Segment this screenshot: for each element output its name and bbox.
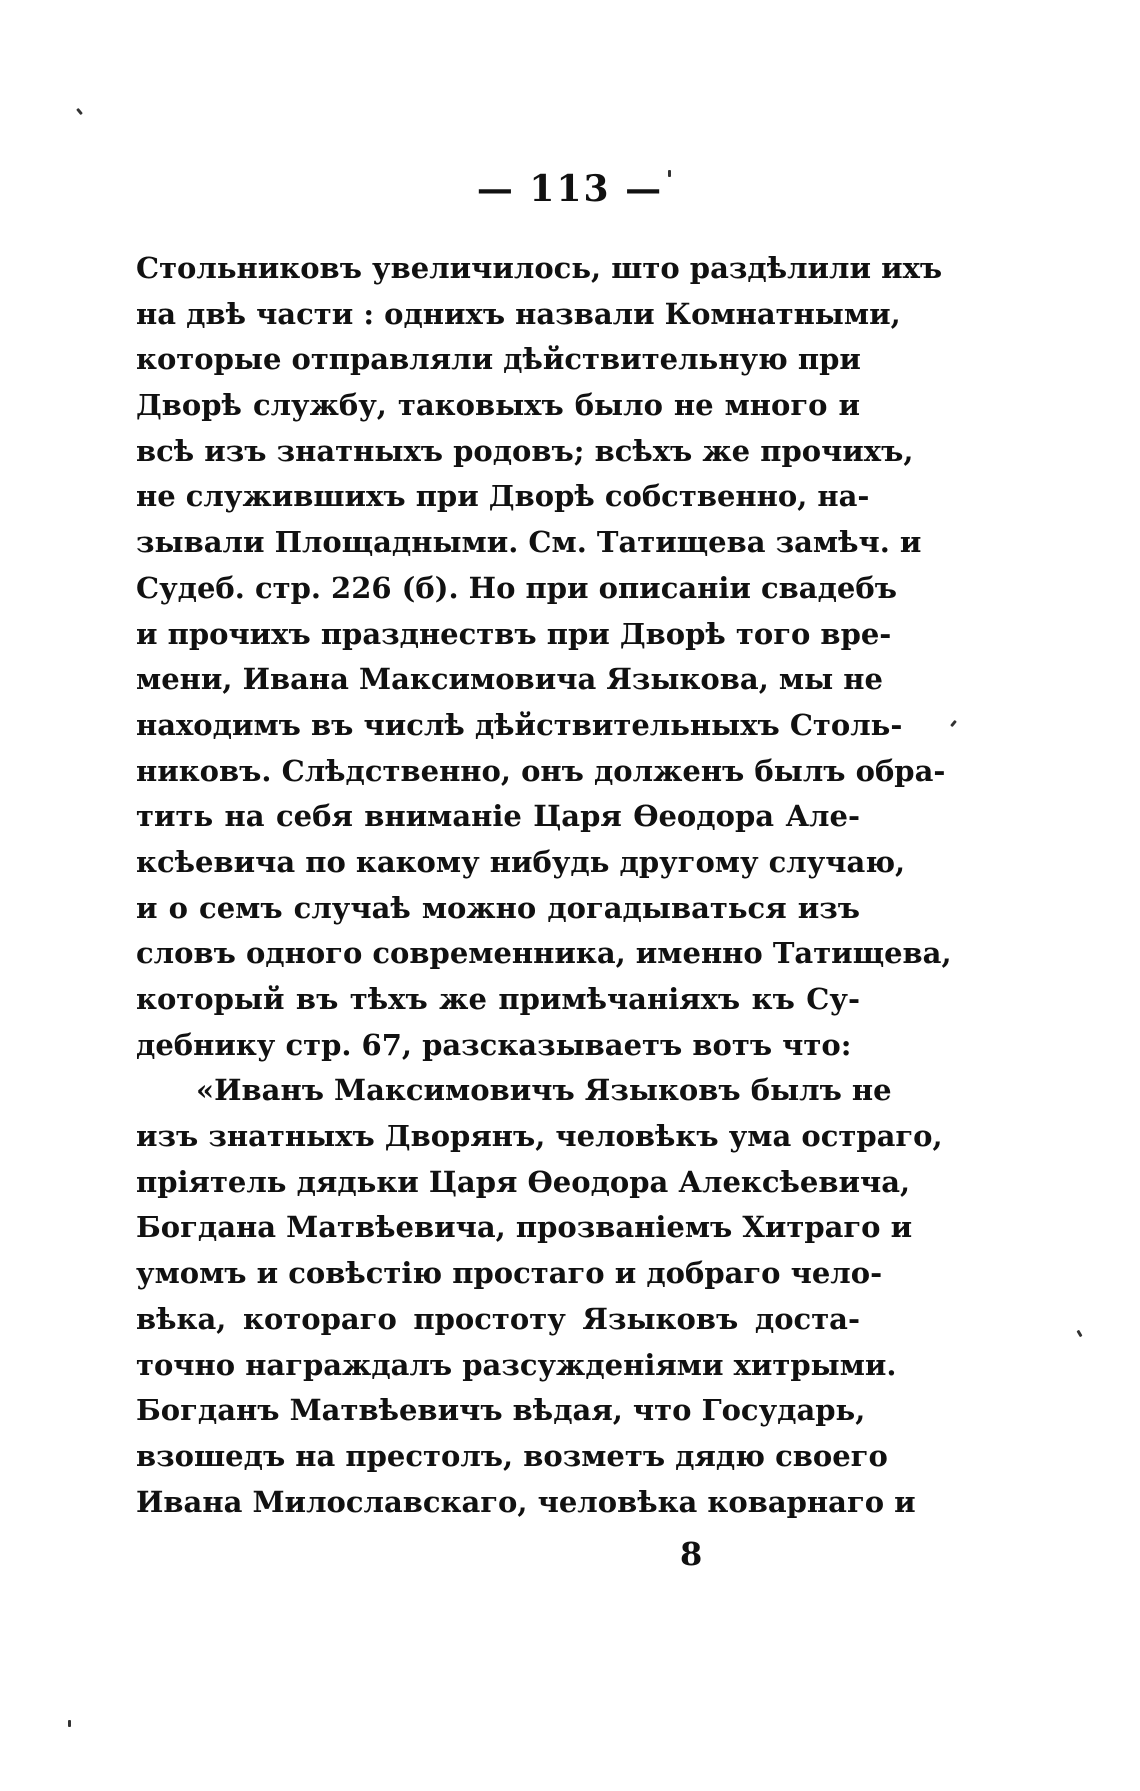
- text-line: вѣка, котораго простоту Языковъ доста-: [136, 1301, 860, 1336]
- text-line: Стольниковъ увеличилось, што раздѣлили ихъ: [136, 251, 943, 285]
- text-line: Ивана Милославскаго, человѣка коварнаго и: [136, 1484, 916, 1519]
- text-line: не служившихъ при Дворѣ собственно, на-: [136, 479, 870, 514]
- text-line: точно награждалъ разсужденіями хитрыми.: [136, 1347, 897, 1382]
- text-line: Дворѣ службу, таковыхъ было не много и: [136, 388, 860, 423]
- text-line: ксѣевича по какому нибудь другому случаю,: [136, 844, 906, 879]
- text-line: «Иванъ Максимовичъ Языковъ былъ не: [196, 1073, 892, 1108]
- text-line: словъ одного современника, именно Татищева,: [136, 936, 952, 971]
- text-line: и прочихъ празднествъ при Дворѣ того вре-: [136, 616, 892, 651]
- text-line: всѣ изъ знатныхъ родовъ; всѣхъ же прочихъ,: [136, 433, 914, 468]
- text-line: зывали Площадными. См. Татищева замѣч. и: [136, 525, 922, 560]
- body-text: [136, 246, 952, 1525]
- text-line: тить на себя вниманіе Царя Ѳеодора Але-: [136, 799, 860, 834]
- text-line: Судеб. стр. 226 (б). Но при описаніи свадебъ: [136, 570, 897, 605]
- scan-speck: [950, 720, 957, 727]
- text-line: дебнику стр. 67, разсказываетъ вотъ что:: [136, 1027, 852, 1062]
- text-line: находимъ въ числѣ дѣйствительныхъ Столь-: [136, 707, 903, 742]
- text-line: пріятель дядьки Царя Ѳеодора Алексѣевича,: [136, 1164, 911, 1199]
- text-line: взошедъ на престолъ, возметъ дядю своего: [136, 1438, 888, 1473]
- text-line: изъ знатныхъ Дворянъ, человѣкъ ума остраго,: [136, 1119, 943, 1154]
- text-line: которые отправляли дѣйствительную при: [136, 342, 861, 377]
- text-line: умомъ и совѣстію простаго и добраго чело-: [136, 1256, 883, 1291]
- text-line: на двѣ части : однихъ назвали Комнатными,: [136, 296, 901, 331]
- scan-speck: [1076, 1330, 1082, 1338]
- text-line: мени, Ивана Максимовича Языкова, мы не: [136, 662, 883, 697]
- text-line: Богданъ Матвѣевичъ вѣдая, что Государь,: [136, 1393, 866, 1428]
- scan-speck: [76, 108, 83, 115]
- text-line: никовъ. Слѣдственно, онъ долженъ былъ обра-: [136, 753, 946, 788]
- scan-speck: [68, 1720, 71, 1727]
- page-number-header: — 113 —: [476, 168, 664, 210]
- text-line: и о семъ случаѣ можно догадываться изъ: [136, 890, 860, 925]
- text-line: Богдана Матвѣевича, прозваніемъ Хитраго и: [136, 1210, 913, 1245]
- text-line: который въ тѣхъ же примѣчаніяхъ къ Су-: [136, 982, 860, 1016]
- signature-mark: 8: [680, 1535, 703, 1573]
- scan-speck: [668, 170, 671, 177]
